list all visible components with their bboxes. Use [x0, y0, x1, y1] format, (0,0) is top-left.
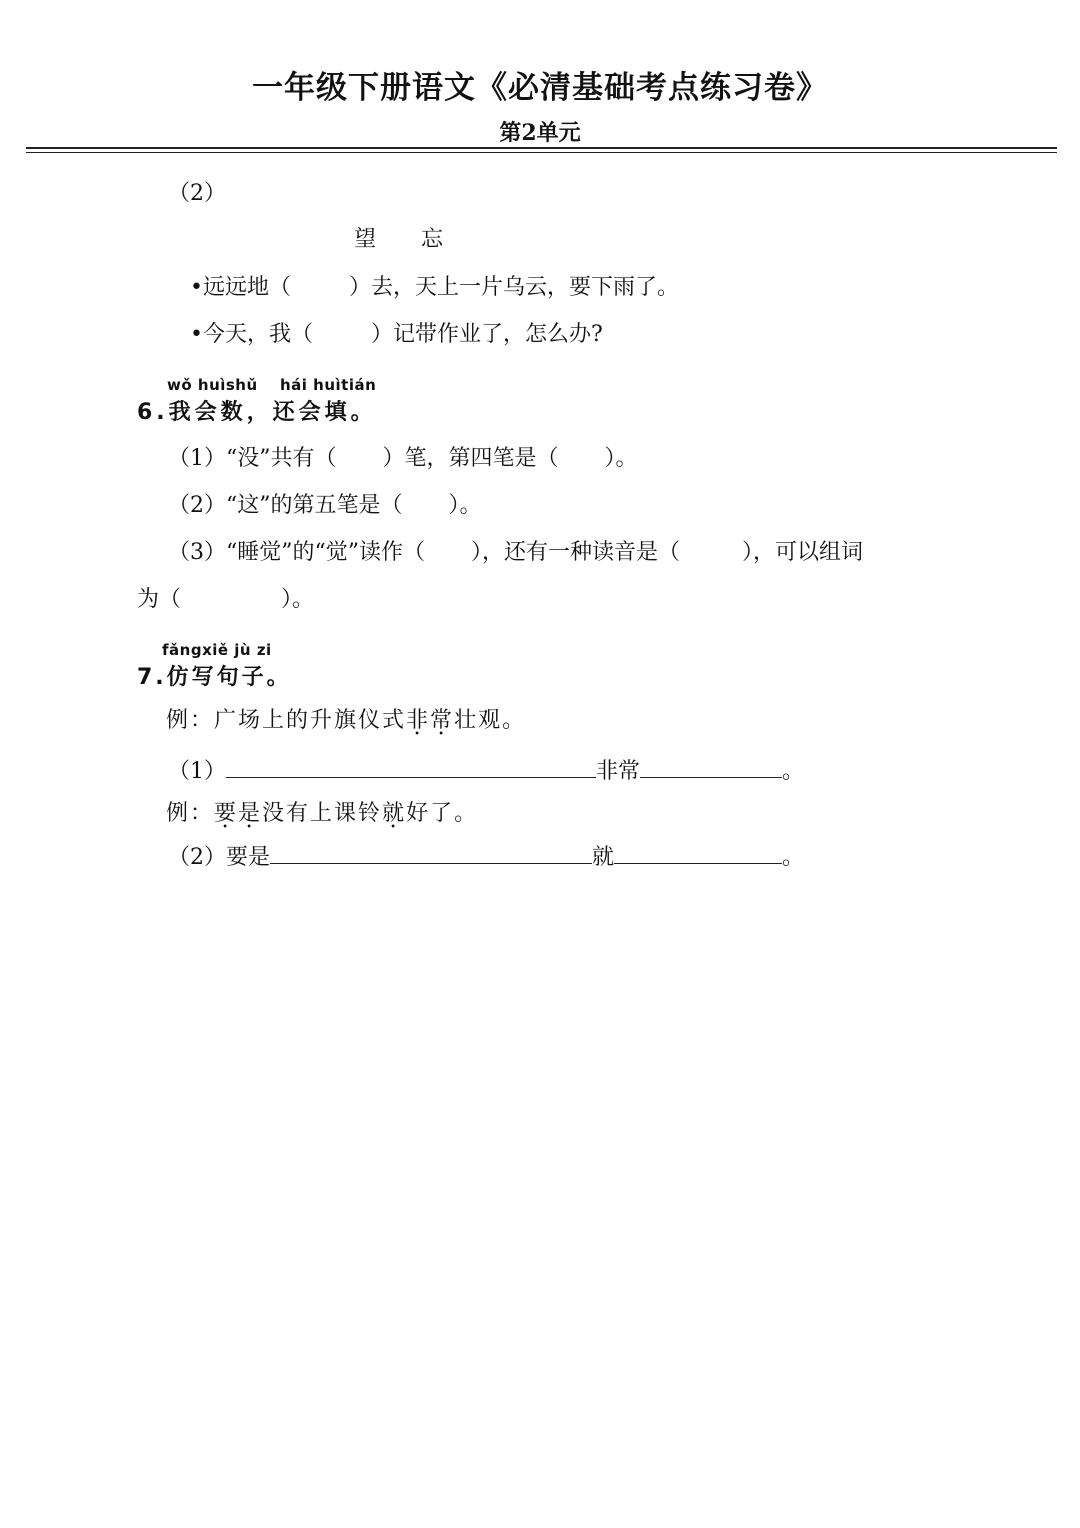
- emphasis-char: 就: [382, 801, 407, 826]
- page-subtitle: 第2单元: [499, 120, 581, 146]
- emphasis-char: 是: [238, 801, 263, 826]
- header-divider-thick: [26, 147, 1057, 149]
- q6-line-3: [168, 535, 863, 566]
- bullet: •: [190, 275, 203, 300]
- sentence-text-after: ）记带作业了，怎么办?: [371, 322, 603, 347]
- q7-line-2: [168, 840, 804, 871]
- q7-line-2-mid: 就: [592, 845, 615, 870]
- q7-line-1: [168, 754, 804, 785]
- q6-line-2: [168, 488, 482, 519]
- q7-line-2-end: 。: [782, 845, 805, 870]
- example-label: 例：: [166, 801, 215, 826]
- q7-example-2: [166, 796, 478, 827]
- example-text: 广场上的升旗仪式: [214, 708, 407, 733]
- example-text: 没有上课铃: [262, 801, 383, 826]
- word-choice-2: 忘: [421, 227, 444, 252]
- word-choice-1: 望: [354, 227, 377, 252]
- fill-blank[interactable]: [226, 757, 596, 778]
- sentence-text-after: ）去，天上一片乌云，要下雨了。: [349, 275, 680, 300]
- q6-line-1: [168, 441, 638, 472]
- q6-pinyin-2: hái huìtián: [280, 376, 377, 394]
- example-text: 好了。: [406, 801, 479, 826]
- q7-line-1-mid: 非常: [596, 759, 641, 784]
- q7-line-1-label: （1）: [168, 759, 226, 784]
- example-label: 例：: [166, 708, 215, 733]
- q6-line-4: [137, 582, 314, 613]
- q6-line-1-text-a: （1）“没”共有（: [168, 446, 337, 471]
- sentence-text-before: 今天，我（: [202, 322, 313, 347]
- q6-line-4-text-a: 为（: [137, 587, 182, 612]
- page-title: 一年级下册语文《必清基础考点练习卷》: [252, 70, 828, 106]
- q6-line-3-text-c: ），可以组词: [742, 540, 864, 565]
- q7-line-2-label: （2）要是: [168, 845, 270, 870]
- sentence-text-before: 远远地（: [202, 275, 291, 300]
- q7-pinyin: fǎngxiě jù zi: [162, 641, 272, 659]
- fill-blank[interactable]: [614, 843, 782, 864]
- emphasis-char: 要: [214, 801, 239, 826]
- q5-part2-label: （2）: [168, 181, 226, 206]
- emphasis-char: 非: [406, 708, 431, 733]
- q6-pinyin-1: wǒ huìshǔ: [167, 376, 258, 394]
- q6-line-2-text-a: （2）“这”的第五笔是（: [168, 493, 403, 518]
- q7-line-1-end: 。: [782, 759, 805, 784]
- q6-line-3-text-a: （3）“睡觉”的“觉”读作（: [168, 540, 425, 565]
- fill-blank[interactable]: [640, 757, 782, 778]
- emphasis-char: 常: [430, 708, 455, 733]
- q6-line-1-text-b: ）笔，第四笔是（: [382, 446, 559, 471]
- q7-example-1: [166, 703, 526, 734]
- q5-sentence-1: [190, 270, 679, 301]
- q6-title: 6.我会数，还会填。: [137, 400, 377, 425]
- q6-line-1-text-c: ）。: [604, 446, 638, 471]
- example-text: 壮观。: [454, 708, 527, 733]
- q6-line-4-text-b: ）。: [281, 587, 315, 612]
- fill-blank[interactable]: [270, 843, 592, 864]
- q5-sentence-2: [190, 317, 603, 348]
- q7-title: 7.仿写句子。: [137, 665, 292, 690]
- header-divider-thin: [26, 152, 1057, 153]
- q6-line-2-text-b: ）。: [448, 493, 482, 518]
- q6-line-3-text-b: ），还有一种读音是（: [471, 540, 681, 565]
- bullet: •: [190, 322, 203, 347]
